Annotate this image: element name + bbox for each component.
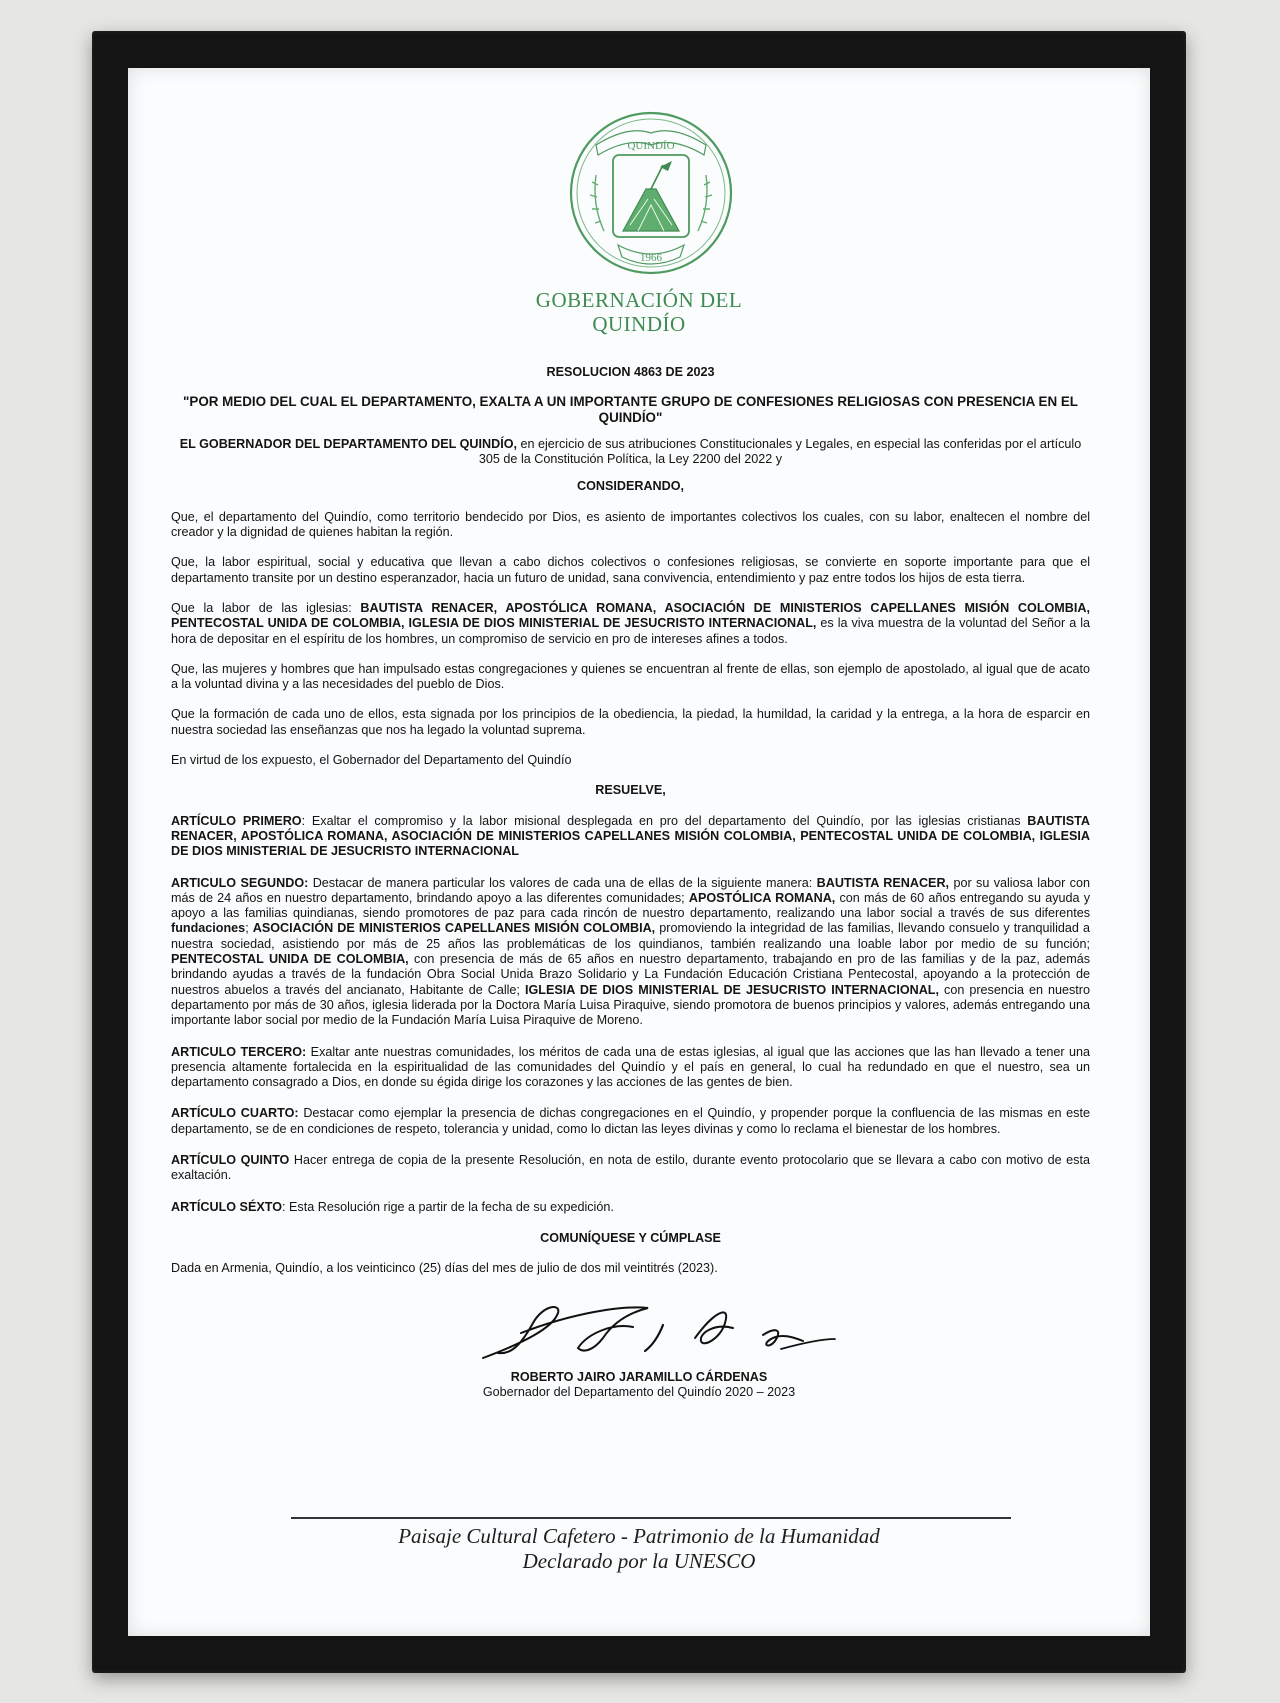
- seal-year: 1966: [640, 252, 662, 264]
- paragraph-5: Que la formación de cada uno de ellos, esta signada por los principios de la obediencia, la piedad, la humildad, la caridad y la entrega, a la hora de esparcir en nuestra sociedad las enseñanzas que nos ha legado la voluntad suprema.: [171, 707, 1090, 737]
- art2-b5: PENTECOSTAL UNIDA DE COLOMBIA,: [171, 952, 409, 967]
- art1-label: ARTÍCULO PRIMERO: [171, 813, 302, 828]
- paragraph-1: Que, el departamento del Quindío, como territorio bendecido por Dios, es asiento de importantes colectivos los cuales, con su labor, enaltecen el nombre del creador y la dignidad de quienes habitan la región.: [171, 509, 1090, 540]
- paragraph-4: Que, las mujeres y hombres que han impulsado estas congregaciones y quienes se encuentran al frente de ellas, son ejemplo de apostolado, al igual que de acato a la voluntad divina y a las necesidades del pueblo de Dios.: [171, 661, 1090, 692]
- para3-rest: es la viva muestra de la voluntad del Señor a la hora de depositar en el espíritu de los hombres, un compromiso de servicio en pro de intereses afines a todos.: [171, 616, 1090, 646]
- art6-label: ARTÍCULO SÉXTO: [171, 1199, 283, 1214]
- art2-t1: Destacar de manera particular los valores de cada una de ellas de la siguiente manera:: [308, 875, 817, 890]
- gov-title-line2: QUINDÍO: [592, 312, 686, 336]
- article-3: [171, 1045, 1090, 1091]
- art1-churches: BAUTISTA RENACER, APOSTÓLICA ROMANA, ASOCIACIÓN DE MINISTERIOS CAPELLANES MISIÓN COLOMBIA, PENTECOSTAL UNIDA DE COLOMBIA, IGLESIA DE DIOS MINISTERIAL DE JESUCRISTO INTERNACIONAL: [171, 813, 1090, 859]
- para3-intro: Que la labor de las iglesias:: [171, 600, 361, 615]
- art2-b6: IGLESIA DE DIOS MINISTERIAL DE JESUCRISTO INTERNACIONAL,: [524, 982, 939, 997]
- paragraph-6: En virtud de los expuesto, el Gobernador del Departamento del Quindío: [171, 753, 572, 768]
- art2-t4: ;: [245, 921, 253, 936]
- quindio-seal-logo: [568, 105, 734, 281]
- document-page: [128, 68, 1150, 1636]
- art6-text: : Esta Resolución rige a partir de la fecha de su expedición.: [282, 1199, 614, 1214]
- para3-churches: BAUTISTA RENACER, APOSTÓLICA ROMANA, ASOCIACIÓN DE MINISTERIOS CAPELLANES MISIÓN COLOMBIA, PENTECOSTAL UNIDA DE COLOMBIA, IGLESIA DE DIOS MINISTERIAL DE JESUCRISTO INTERNACIONAL,: [171, 600, 1090, 631]
- art4-text: Destacar como ejemplar la presencia de dichas congregaciones en el Quindío, y propender porque la confluencia de las mismas en este departamento, se de en condiciones de respeto, tolerancia y unidad, como lo dictan las leyes divinas y como lo reclama el bienestar de los hombres.: [171, 1106, 1090, 1136]
- document-body: [171, 365, 1090, 1291]
- art2-t3: con más de 60 años entregando su ayuda y apoyo a las familias quindianas, siendo promotores de paz para cada rincón de nuestro departamento, realizando una labor social a través de sus diferentes: [171, 890, 1090, 921]
- footer-motto: [128, 1524, 1150, 1574]
- governor-intro: [171, 437, 1090, 468]
- resolution-number: RESOLUCION 4863 DE 2023: [546, 365, 715, 379]
- gobernacion-title: [128, 288, 1150, 336]
- article-1: [171, 814, 1090, 860]
- article-6: [171, 1200, 1090, 1215]
- paragraph-3: [171, 601, 1090, 647]
- handwritten-signature: [463, 1293, 863, 1368]
- closing-heading: COMUNÍQUESE Y CÚMPLASE: [540, 1230, 721, 1245]
- seal-top-text: QUINDÍO: [627, 140, 675, 152]
- footer-divider: [291, 1517, 1011, 1519]
- art5-text: Hacer entrega de copia de la presente Resolución, en nota de estilo, durante evento protocolario que se llevara a cabo con motivo de esta exaltación.: [171, 1152, 1090, 1183]
- art5-label: ARTÍCULO QUINTO: [171, 1152, 290, 1167]
- paragraph-2: Que, la labor espiritual, social y educativa que llevan a cabo dichos colectivos o confesiones religiosas, se convierte en soporte importante para que el departamento transite por un destino esperanzador, hacia un futuro de unidad, sana convivencia, entendimiento y paz entre todos los hijos de esta tierra.: [171, 555, 1090, 585]
- resolution-title: "POR MEDIO DEL CUAL EL DEPARTAMENTO, EXALTA A UN IMPORTANTE GRUPO DE CONFESIONES RELIGIOSAS CON PRESENCIA EN EL QUINDÍO": [183, 394, 1078, 425]
- art2-b1: BAUTISTA RENACER,: [816, 875, 950, 890]
- art2-label: ARTICULO SEGUNDO:: [171, 875, 309, 890]
- gov-title-line1: GOBERNACIÓN DEL: [535, 288, 743, 312]
- art2-b4: ASOCIACIÓN DE MINISTERIOS CAPELLANES MISIÓN COLOMBIA,: [252, 921, 656, 936]
- art2-b3: fundaciones: [171, 921, 246, 936]
- resuelve-heading: RESUELVE,: [595, 783, 666, 798]
- article-2: [171, 876, 1090, 1029]
- signer-title: Gobernador del Departamento del Quindío 2020 – 2023: [482, 1385, 796, 1399]
- governor-intro-bold: EL GOBERNADOR DEL DEPARTAMENTO DEL QUINDÍO,: [179, 436, 517, 451]
- article-4: [171, 1106, 1090, 1137]
- art2-t2: por su valiosa labor con más de 24 años en nuestro departamento, brindando apoyo a las diferentes comunidades;: [171, 875, 1090, 905]
- footer-line2: Declarado por la UNESCO: [522, 1549, 756, 1573]
- art1-text: : Exaltar el compromiso y la labor misional desplegada en pro del departamento del Quindío, por las iglesias cristianas: [301, 813, 1028, 828]
- art2-t7: con presencia en nuestro departamento por más de 30 años, iglesia liderada por la Doctora María Luisa Piraquive, siendo promotora de buenos principios y valores, además entregando una importante labor social por medio de la Fundación María Luisa Piraquive de Moreno.: [171, 982, 1091, 1028]
- governor-intro-text: en ejercicio de sus atribuciones Constitucionales y Legales, en especial las conferidas por el artículo 305 de la Constitución Política, la Ley 2200 del 2022 y: [478, 436, 1082, 467]
- art3-text: Exaltar ante nuestras comunidades, los méritos de cada una de estas iglesias, al igual que las acciones que las han llevado a tener una presencia altamente fortalecida en la espiritualidad de las comunidades del Quindío y el país en general, lo cual ha redundado en que el nuestro, sea un departamento consagrado a Dios, en donde su égida dirige los corazones y las acciones de las gentes de bien.: [171, 1044, 1090, 1090]
- signer-name: ROBERTO JAIRO JARAMILLO CÁRDENAS: [510, 1370, 768, 1384]
- signature-block: [128, 1370, 1150, 1400]
- dated-line: Dada en Armenia, Quindío, a los veinticinco (25) días del mes de julio de dos mil veintitrés (2023).: [171, 1261, 718, 1276]
- art2-b2: APOSTÓLICA ROMANA,: [688, 890, 836, 905]
- considerando-heading: CONSIDERANDO,: [576, 479, 685, 494]
- footer-line1: Paisaje Cultural Cafetero - Patrimonio de la Humanidad: [398, 1524, 880, 1548]
- article-5: [171, 1153, 1090, 1184]
- art4-label: ARTÍCULO CUARTO:: [171, 1106, 299, 1121]
- art3-label: ARTICULO TERCERO:: [171, 1044, 307, 1059]
- art2-t6: con presencia de más de 65 años en nuestro departamento, trabajando en pro de las familias y de la paz, además brindando ayudas a través de la fundación Obra Social Unida Brazo Solidario y La Fundación Educación Cristiana Pentecostal, apoyando a la protección de nuestros abuelos a través del ancianato, Habitante de Calle;: [171, 952, 1091, 997]
- art2-t5: promoviendo la integridad de las familias, llevando consuelo y tranquilidad a nuestra sociedad, asistiendo por más de 25 años las problemáticas de los quindianos, también realizando una loable labor por medio de su función;: [171, 921, 1090, 951]
